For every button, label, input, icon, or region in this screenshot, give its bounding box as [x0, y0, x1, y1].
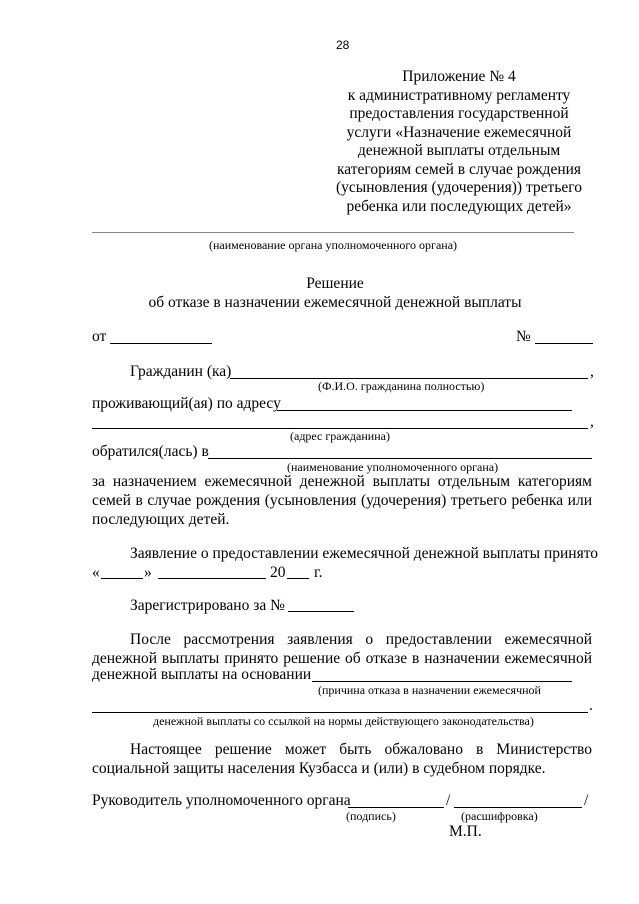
from-label: от: [92, 328, 107, 345]
decision-line: денежной выплаты на основании: [92, 666, 312, 683]
quote-open: «: [92, 564, 100, 581]
day-field[interactable]: [101, 578, 143, 579]
appendix-header: [330, 68, 588, 216]
purpose-line: последующих детей.: [92, 511, 230, 528]
refusal-reason-caption: (причина отказа в назначении ежемесячной: [318, 683, 541, 697]
organ-caption: (наименование органа уполномоченного органа): [208, 238, 458, 252]
address-field[interactable]: [277, 410, 572, 411]
comma: ,: [590, 413, 594, 430]
comma: ,: [590, 363, 594, 380]
signature-caption: (подпись): [346, 809, 396, 823]
stamp-placeholder: М.П.: [449, 823, 482, 840]
date-field[interactable]: [110, 343, 212, 344]
document-title: Решение: [306, 275, 364, 292]
decision-line: После рассмотрения заявления о предоставлении ежемесячной: [130, 631, 592, 648]
year-prefix: 20: [270, 564, 286, 581]
appendix-line: категориям семей в случае рождения: [336, 160, 582, 178]
signature-label: Руководитель уполномоченного органа: [92, 792, 351, 809]
applied-label: обратился(лась) в: [92, 443, 209, 460]
signature-field[interactable]: [348, 807, 444, 808]
purpose-line: семей в случае рождения (усыновления (удочерения) третьего ребенка или: [92, 492, 592, 509]
applied-caption: (наименование уполномоченного органа): [287, 460, 499, 474]
period: .: [589, 697, 593, 714]
decision-line: денежной выплаты принято решение об отказе в назначении ежемесячной: [92, 650, 592, 667]
page-number: 28: [336, 38, 350, 52]
decoding-caption: (расшифровка): [461, 809, 538, 823]
appendix-line: денежной выплаты отдельным: [357, 142, 561, 159]
month-field[interactable]: [158, 578, 266, 579]
year-suffix: г.: [314, 564, 323, 581]
number-label: №: [516, 328, 531, 345]
slash: /: [446, 792, 451, 809]
refusal-reason-caption-continued: денежной выплаты со ссылкой на нормы действующего законодательства): [153, 714, 534, 728]
organ-name-line[interactable]: [92, 232, 574, 233]
appendix-line: Приложение № 4: [402, 68, 516, 85]
application-line: Заявление о предоставлении ежемесячной денежной выплаты принято: [130, 545, 599, 562]
refusal-reason-field-continued[interactable]: [92, 712, 588, 713]
authorized-organ-field[interactable]: [208, 458, 592, 459]
citizen-label: Гражданин (ка): [130, 363, 232, 380]
decoding-field[interactable]: [454, 807, 582, 808]
decision-number-field[interactable]: [535, 343, 593, 344]
quote-close: »: [144, 564, 152, 581]
registration-number-field[interactable]: [288, 611, 354, 612]
residing-label: проживающий(ая) по адресу: [92, 395, 281, 412]
appendix-line: услуги «Назначение ежемесячной: [346, 123, 572, 141]
appendix-line: (усыновления (удочерения)) третьего: [335, 179, 582, 196]
slash: /: [584, 792, 589, 809]
citizen-caption: (Ф.И.О. гражданина полностью): [318, 379, 485, 393]
appendix-line: к административному регламенту: [347, 86, 571, 104]
appeal-line: Настоящее решение может быть обжаловано в Министерство: [130, 741, 592, 758]
registered-label: Зарегистрировано за №: [130, 597, 285, 614]
appendix-line: ребенка или последующих детей»: [346, 197, 572, 215]
refusal-reason-field[interactable]: [312, 681, 572, 682]
purpose-line: за назначением ежемесячной денежной выплаты отдельным категориям: [92, 473, 592, 490]
address-caption: (адрес гражданина): [290, 429, 390, 443]
document-subtitle: об отказе в назначении ежемесячной денежной выплаты: [148, 294, 522, 311]
appeal-line: социальной защиты населения Кузбасса и (или) в судебном порядке.: [92, 760, 546, 777]
year-field[interactable]: [287, 578, 309, 579]
appendix-line: предоставления государственной: [349, 105, 569, 122]
